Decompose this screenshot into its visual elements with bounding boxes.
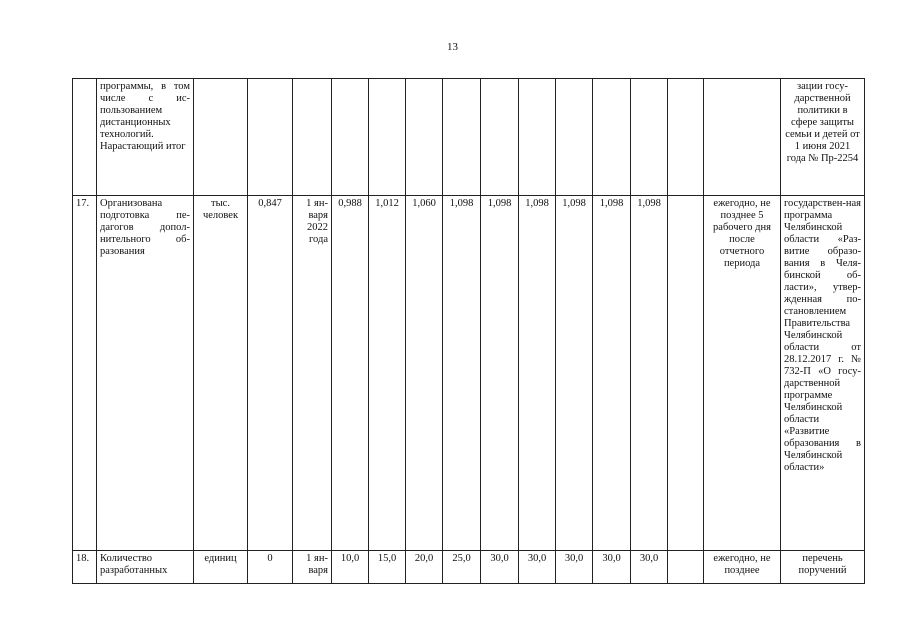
unit-cell: единиц [194,551,248,584]
base-value-cell [248,79,293,196]
value-cell [668,551,704,584]
value-cell [668,196,704,551]
value-cell [369,79,406,196]
periodicity-cell: ежегодно, не позднее 5 рабочего дня после отчетного периода [704,196,781,551]
table-row [73,551,865,584]
value-cell: 30,0 [519,551,556,584]
base-value-cell: 0,847 [248,196,293,551]
value-cell [332,79,369,196]
value-cell [556,79,593,196]
row-number: 17. [73,196,97,551]
base-date-cell: 1 ян-варя [293,551,332,584]
value-cell [481,79,519,196]
base-date-cell [293,79,332,196]
value-cell: 30,0 [631,551,668,584]
value-cell [631,79,668,196]
indicator-name: Организована подготовка пе-дагогов допол-нительного об-разования [97,196,194,551]
table-row [73,196,865,551]
value-cell: 1,098 [443,196,481,551]
base-value-cell: 0 [248,551,293,584]
indicators-table [72,78,865,584]
value-cell [519,79,556,196]
value-cell: 1,098 [481,196,519,551]
value-cell: 30,0 [556,551,593,584]
value-cell: 1,012 [369,196,406,551]
value-cell [406,79,443,196]
indicator-name: программы, в том числе с ис-пользованием дистанционных технологий. Нарастающий итог [97,79,194,196]
value-cell: 30,0 [481,551,519,584]
page-number: 13 [447,41,458,53]
value-cell [668,79,704,196]
value-cell: 1,098 [519,196,556,551]
table-row [73,79,865,196]
value-cell: 1,098 [631,196,668,551]
row-number [73,79,97,196]
value-cell: 15,0 [369,551,406,584]
value-cell [593,79,631,196]
value-cell: 0,988 [332,196,369,551]
document-cell: перечень поручений [781,551,865,584]
periodicity-cell: ежегодно, не позднее [704,551,781,584]
value-cell: 10,0 [332,551,369,584]
periodicity-cell [704,79,781,196]
value-cell: 1,098 [593,196,631,551]
base-date-cell: 1 ян-варя 2022 года [293,196,332,551]
value-cell [443,79,481,196]
value-cell: 1,098 [556,196,593,551]
value-cell: 20,0 [406,551,443,584]
unit-cell [194,79,248,196]
document-cell: государствен-ная программа Челябинской области «Раз-витие образо-вания в Челя-бинской об-ласти», утвер-жденная по-становлением Правительства Челябинской области от 28.12.2017 г. № 732-П «О госу-дарственной программе Челябинской области «Развитие образования в Челябинской области» [781,196,865,551]
value-cell: 30,0 [593,551,631,584]
value-cell: 25,0 [443,551,481,584]
unit-cell: тыс. человек [194,196,248,551]
value-cell: 1,060 [406,196,443,551]
row-number: 18. [73,551,97,584]
indicator-name: Количество разработанных [97,551,194,584]
document-cell: зации госу-дарственной политики в сфере защиты семьи и детей от 1 июня 2021 года № Пр-2254 [781,79,865,196]
